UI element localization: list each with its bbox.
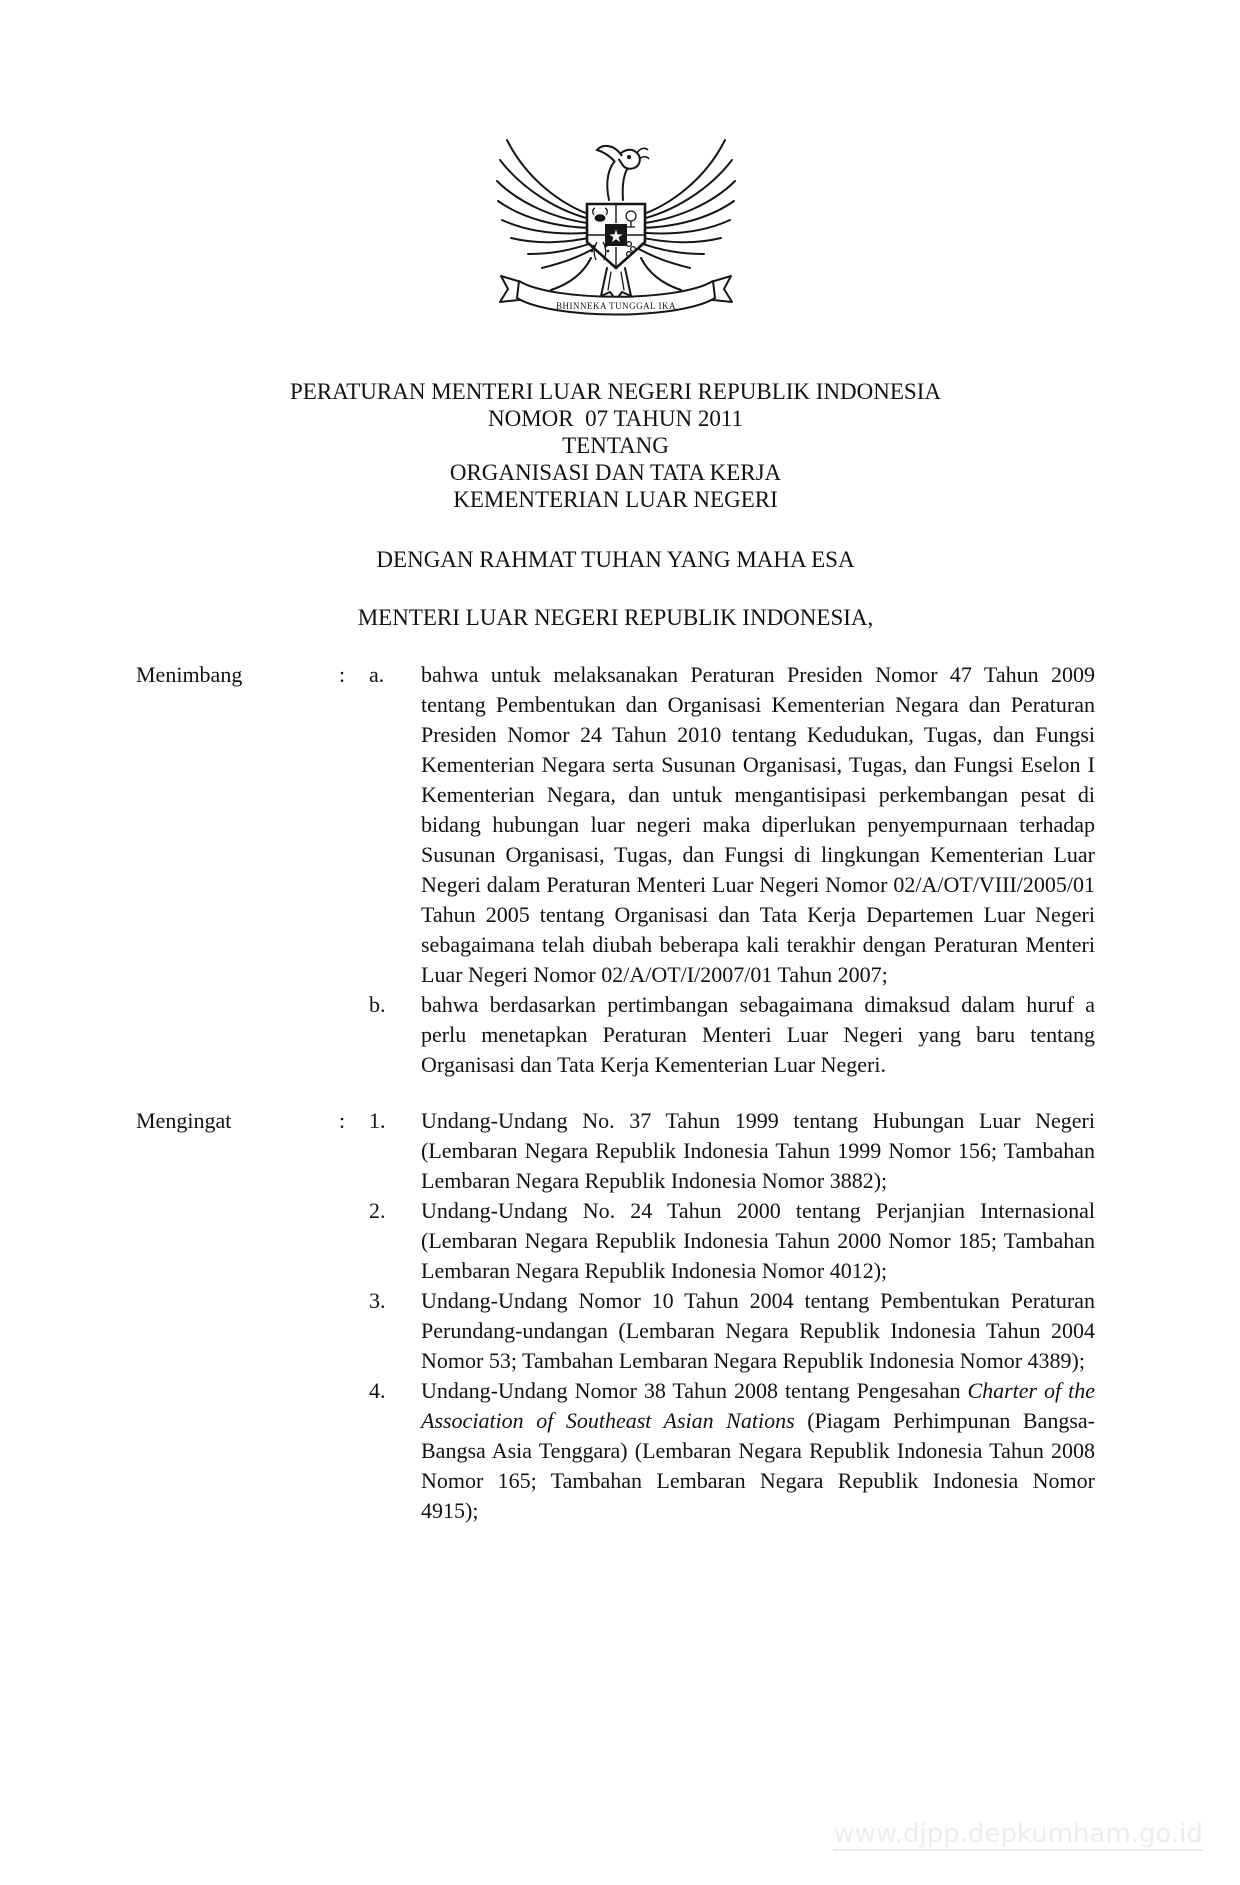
mengingat-colon: : xyxy=(339,1108,346,1133)
item-text: Undang-Undang Nomor 10 Tahun 2004 tentang Pembentukan Peraturan Perundang-undangan (Lembaran Negara Republik Indonesia Tahun 2004 Nomor 53; Tambahan Lembaran Negara Republik Indonesia Nomor 4389); xyxy=(421,1288,1095,1373)
watermark-text: www.djpp.depkumham.go.id xyxy=(833,1819,1203,1849)
item-marker: 2. xyxy=(369,1198,386,1223)
title-line-5: KEMENTERIAN LUAR NEGERI xyxy=(453,487,778,512)
menimbang-label: Menimbang xyxy=(136,662,243,687)
garuda-eye xyxy=(627,155,631,159)
mengingat-item-1 xyxy=(369,1106,1095,1196)
mengingat-item-4 xyxy=(369,1376,1095,1526)
title-line-1: PERATURAN MENTERI LUAR NEGERI REPUBLIK INDONESIA xyxy=(289,379,941,404)
mengingat-section xyxy=(136,1106,1095,1526)
mengingat-items xyxy=(369,1106,1095,1526)
item-text: Undang-Undang No. 24 Tahun 2000 tentang Perjanjian Internasional (Lembaran Negara Republik Indonesia Tahun 2000 Nomor 185; Tambahan Lembaran Negara Republik Indonesia Nomor 4012); xyxy=(421,1198,1095,1283)
title-line-2: NOMOR 07 TAHUN 2011 xyxy=(488,406,743,431)
garuda-star-icon: ★ xyxy=(607,227,624,247)
menimbang-item-b xyxy=(369,990,1095,1080)
item-text: bahwa berdasarkan pertimbangan sebagaimana dimaksud dalam huruf a perlu menetapkan Peraturan Menteri Luar Negeri yang baru tentang Organisasi dan Tata Kerja Kementerian Luar Negeri. xyxy=(421,992,1095,1077)
item-marker: b. xyxy=(369,992,386,1017)
document-page xyxy=(0,130,1240,1885)
item-marker: 4. xyxy=(369,1378,386,1403)
mengingat-item-3 xyxy=(369,1286,1095,1376)
title-line-3: TENTANG xyxy=(562,433,669,458)
authority-line: MENTERI LUAR NEGERI REPUBLIK INDONESIA, xyxy=(357,605,874,630)
menimbang-items xyxy=(369,660,1095,1080)
garuda-pancasila-emblem xyxy=(491,130,741,320)
item-marker: 3. xyxy=(369,1288,386,1313)
item-text: bahwa untuk melaksanakan Peraturan Presiden Nomor 47 Tahun 2009 tentang Pembentukan dan Organisasi Kementerian Negara dan Peraturan Presiden Nomor 24 Tahun 2010 tentang Kedudukan, Tugas, dan Fungsi Kementerian Negara serta Susunan Organisasi, Tugas, dan Fungsi Eselon I Kementerian Negara, dan untuk mengantisipasi perkembangan pesat di bidang hubungan luar negeri maka diperlukan penyempurnaan terhadap Susunan Organisasi, Tugas, dan Fungsi di lingkungan Kementerian Luar Negeri dalam Peraturan Menteri Luar Negeri Nomor 02/A/OT/VIII/2005/01 Tahun 2005 tentang Organisasi dan Tata Kerja Departemen Luar Negeri sebagaimana telah diubah beberapa kali terakhir dengan Peraturan Menteri Luar Negeri Nomor 02/A/OT/I/2007/01 Tahun 2007; xyxy=(421,662,1095,987)
menimbang-colon: : xyxy=(339,662,346,687)
regulation-document xyxy=(0,130,1240,1526)
document-title xyxy=(136,378,1095,513)
garuda-pancasila-icon xyxy=(491,130,741,320)
mengingat-item-2 xyxy=(369,1196,1095,1286)
item-text-segment: (Piagam Perhimpunan Bangsa-Bangsa Asia Tenggara) (Lembaran Negara Republik Indonesia Tahun 2008 Nomor 165; Tambahan Lembaran Negara Republik Indonesia Nomor 4915); xyxy=(421,1408,1095,1523)
menimbang-section xyxy=(136,660,1095,1080)
garuda-shield xyxy=(587,204,645,268)
item-text xyxy=(421,1376,1095,1526)
title-line-4: ORGANISASI DAN TATA KERJA xyxy=(449,460,782,485)
invocation-line: DENGAN RAHMAT TUHAN YANG MAHA ESA xyxy=(376,547,855,572)
item-text: Undang-Undang No. 37 Tahun 1999 tentang Hubungan Luar Negeri (Lembaran Negara Republik Indonesia Tahun 1999 Nomor 156; Tambahan Lembaran Negara Republik Indonesia Nomor 3882); xyxy=(421,1108,1095,1193)
garuda-head xyxy=(597,146,649,169)
menimbang-item-a xyxy=(369,660,1095,990)
item-text-italic-segment: Charter of the Association of Southeast Asian Nations xyxy=(421,1378,1095,1433)
garuda-motto-text: BHINNEKA TUNGGAL IKA xyxy=(555,301,676,311)
mengingat-label: Mengingat xyxy=(136,1108,232,1133)
item-marker: 1. xyxy=(369,1108,386,1133)
item-text-segment: Undang-Undang Nomor 38 Tahun 2008 tentang Pengesahan xyxy=(421,1378,968,1403)
item-marker: a. xyxy=(369,662,385,687)
